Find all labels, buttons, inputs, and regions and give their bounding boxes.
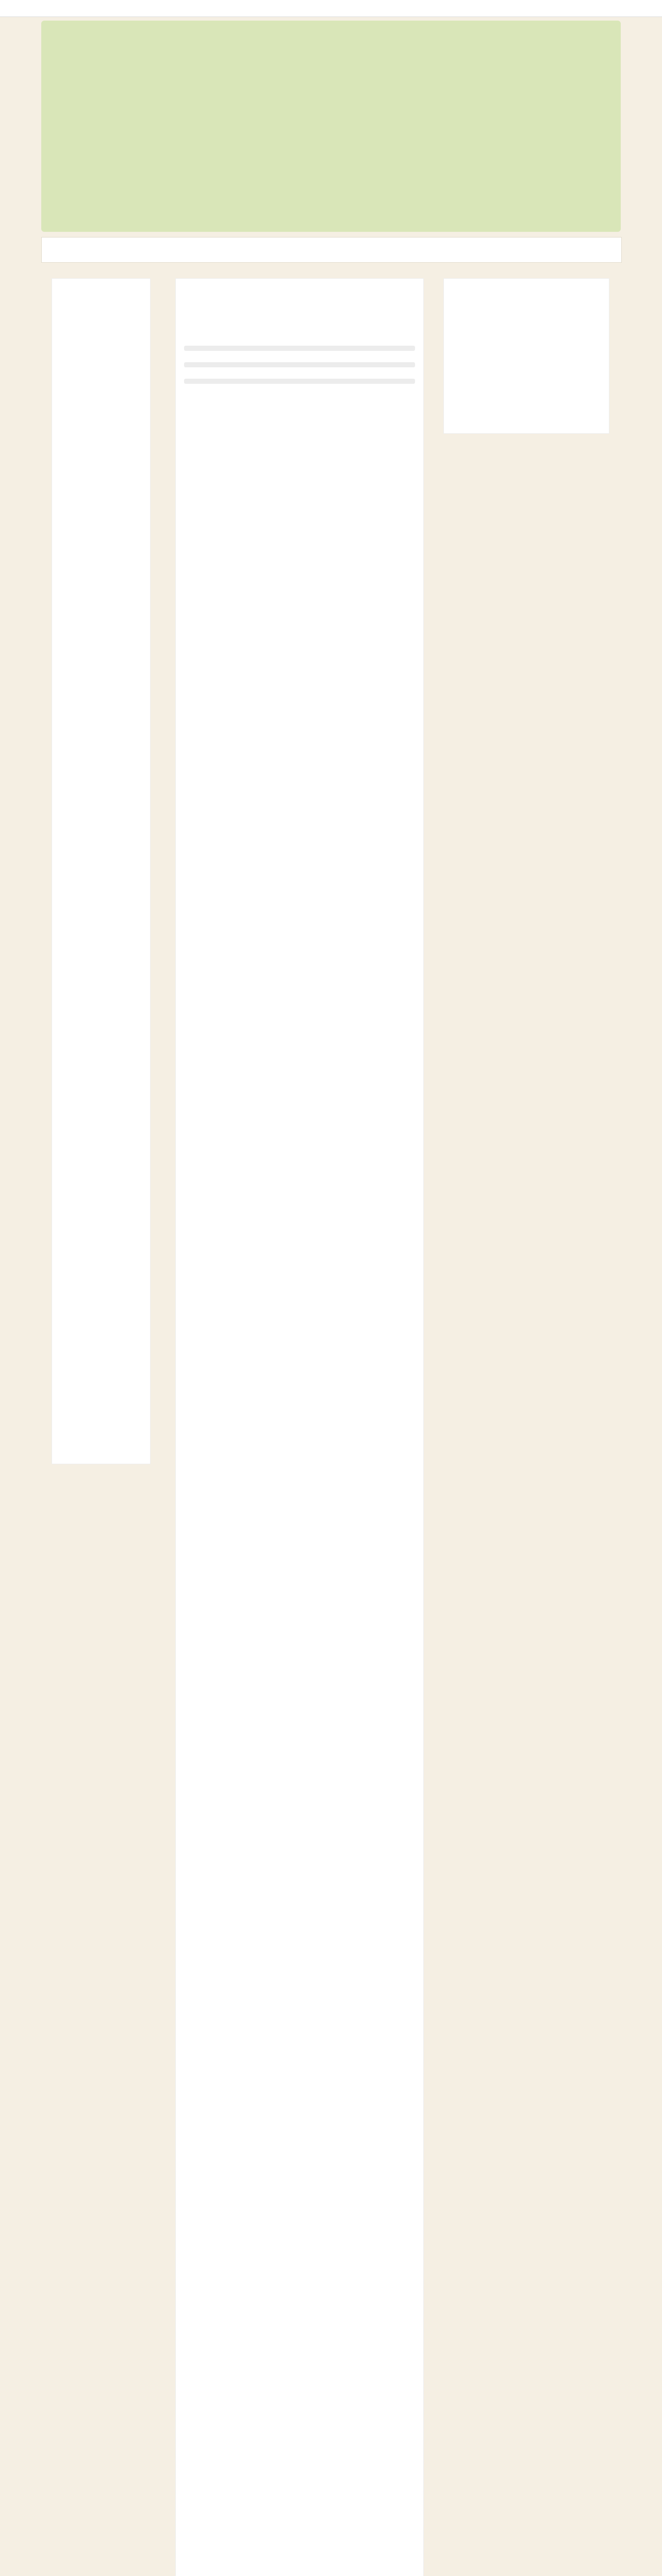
left-sidebar	[52, 278, 151, 1464]
text-line	[184, 379, 415, 384]
blog-header	[41, 21, 621, 232]
text-line	[184, 362, 415, 367]
main-article	[175, 278, 424, 2576]
right-sidebar	[443, 278, 609, 434]
blog-nav	[41, 237, 622, 263]
text-line	[184, 346, 415, 351]
top-bar	[0, 0, 662, 17]
